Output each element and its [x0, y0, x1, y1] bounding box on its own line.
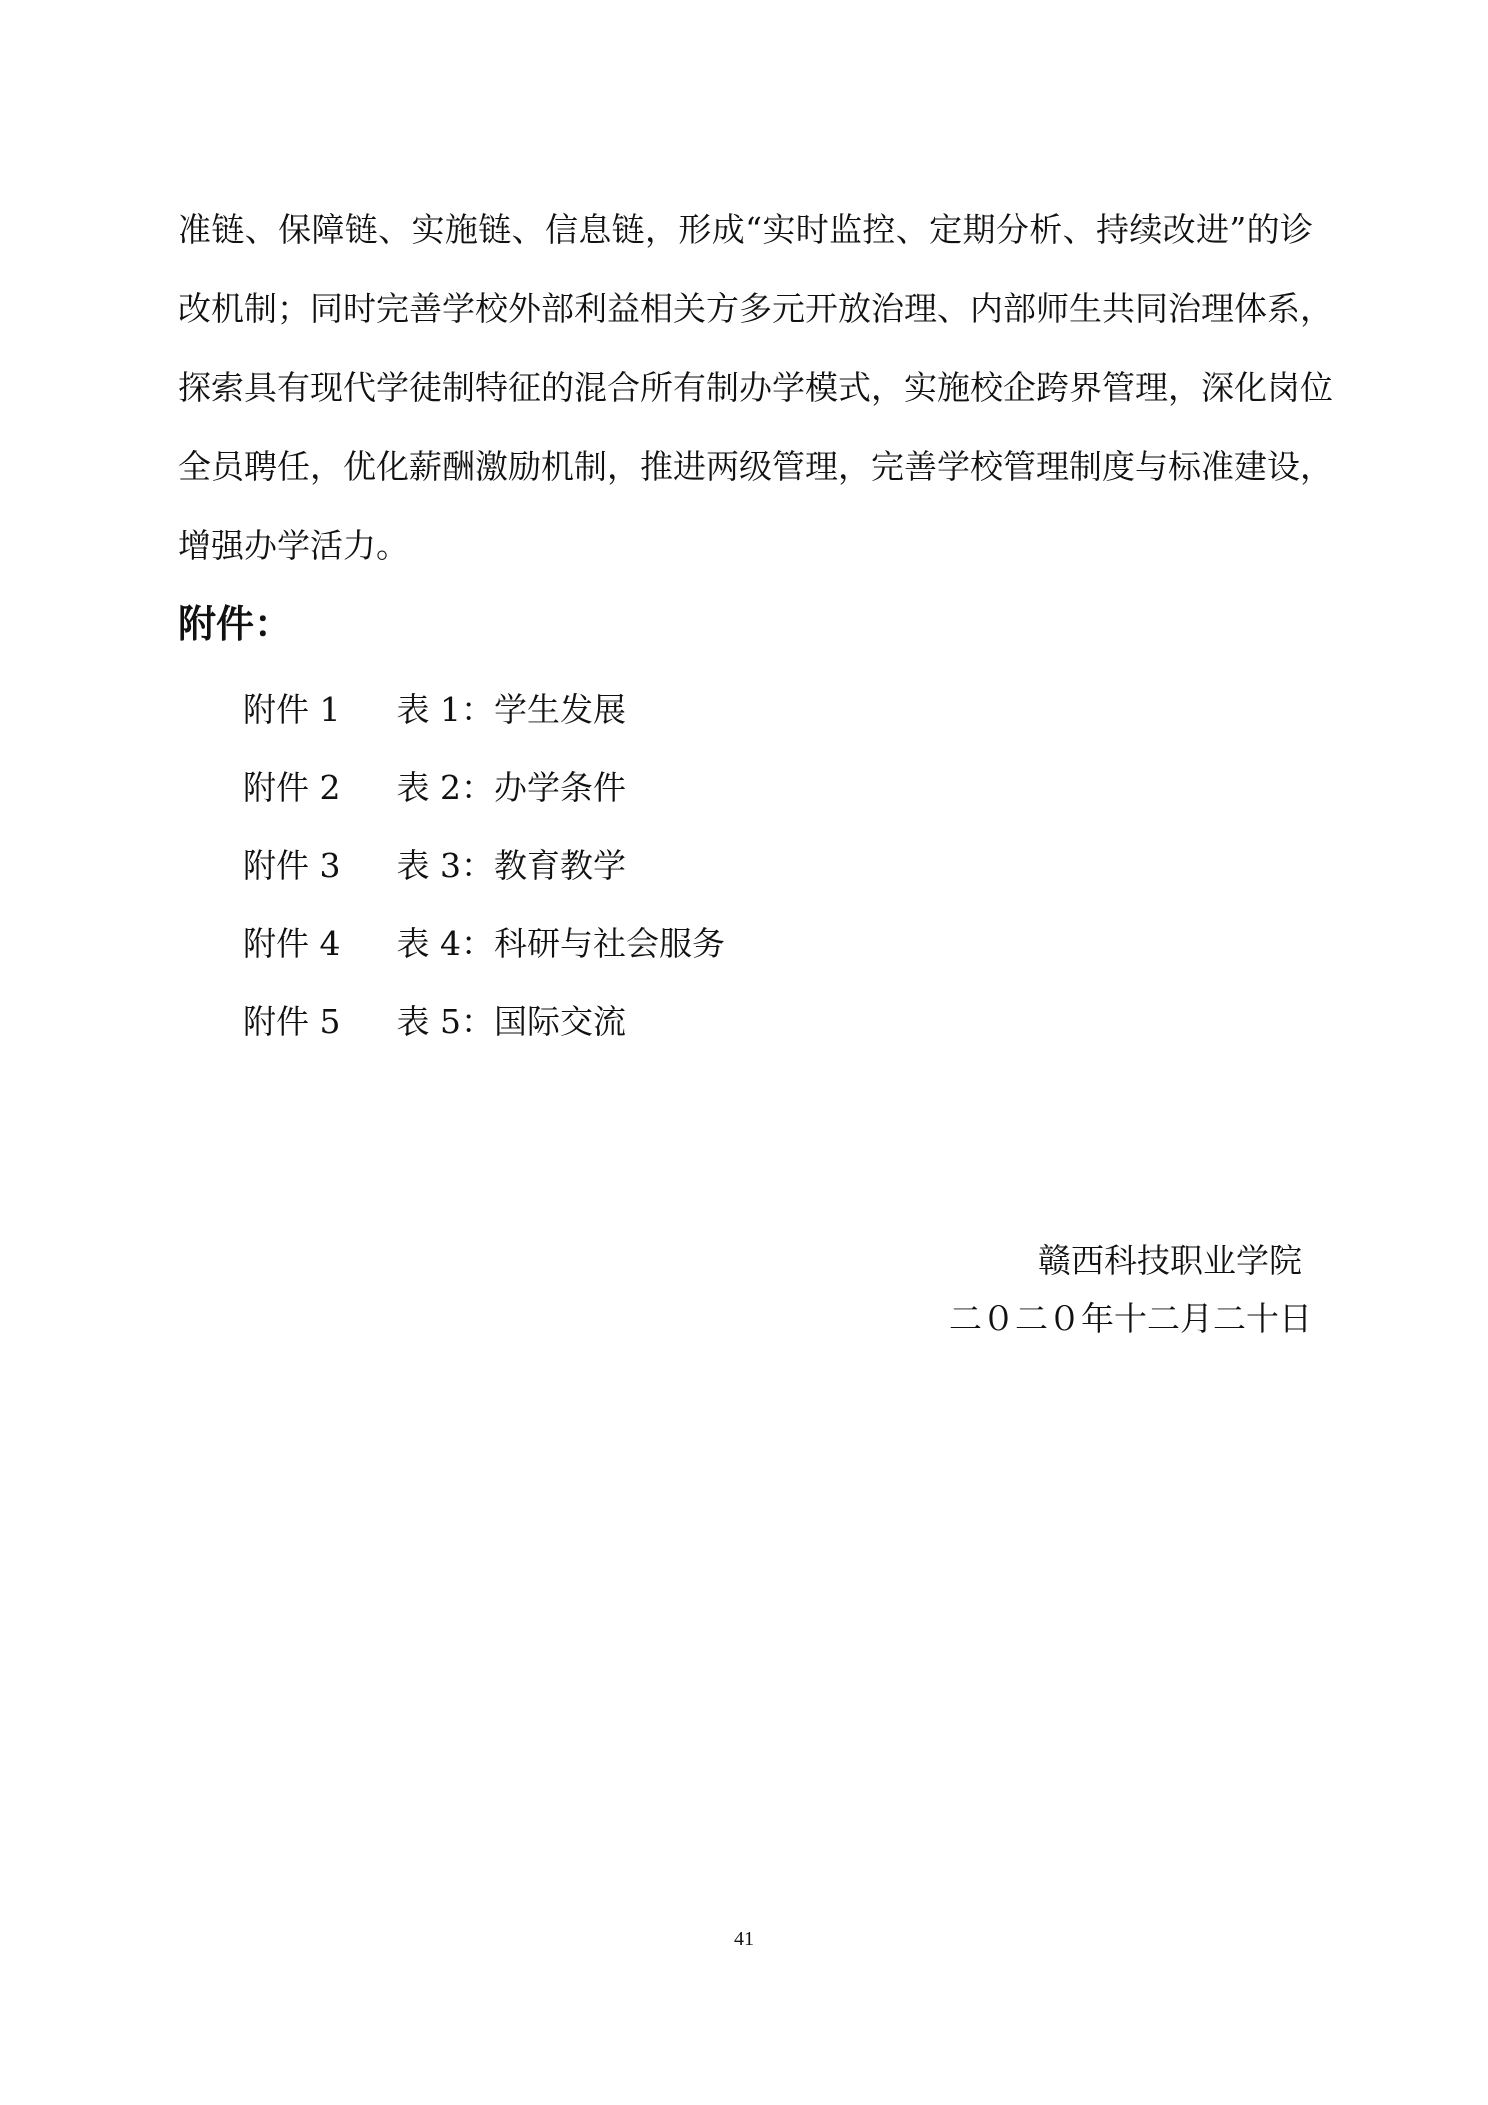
attachment-number: 附件 5: [243, 1002, 341, 1041]
attachment-number: 附件 3: [243, 846, 341, 885]
signature-block: [949, 1232, 1312, 1348]
attachments-heading: 附件：: [178, 602, 293, 646]
attachment-title: 表 4：科研与社会服务: [396, 924, 725, 963]
attachment-number: 附件 2: [243, 768, 341, 807]
attachment-number: 附件 4: [243, 924, 341, 963]
body-line: 改机制；同时完善学校外部利益相关方多元开放治理、内部师生共同治理体系，: [178, 289, 1333, 328]
body-line: 准链、保障链、实施链、信息链，形成“实时监控、定期分析、持续改进”的诊: [178, 210, 1313, 249]
attachment-title: 表 5：国际交流: [396, 1002, 626, 1041]
signature-organization: 赣西科技职业学院: [1038, 1241, 1302, 1280]
attachment-item: [243, 842, 725, 920]
attachment-title: 表 1：学生发展: [396, 690, 626, 729]
signature-date: 二０二０年十二月二十日: [949, 1299, 1312, 1338]
body-line: 探索具有现代学徒制特征的混合所有制办学模式，实施校企跨界管理，深化岗位: [178, 368, 1333, 407]
attachment-item: [243, 998, 725, 1076]
attachment-item: [243, 764, 725, 842]
body-line: 全员聘任，优化薪酬激励机制，推进两级管理，完善学校管理制度与标准建设，: [178, 447, 1333, 486]
attachment-item: [243, 920, 725, 998]
attachment-title: 表 2：办学条件: [396, 768, 626, 807]
attachment-title: 表 3：教育教学: [396, 846, 626, 885]
body-line: 增强办学活力。: [178, 526, 409, 565]
attachment-item: [243, 686, 725, 764]
page-number: 41: [734, 1928, 754, 1950]
attachment-number: 附件 1: [243, 690, 341, 729]
body-paragraph: [178, 190, 1333, 585]
attachments-list: [243, 686, 725, 1076]
